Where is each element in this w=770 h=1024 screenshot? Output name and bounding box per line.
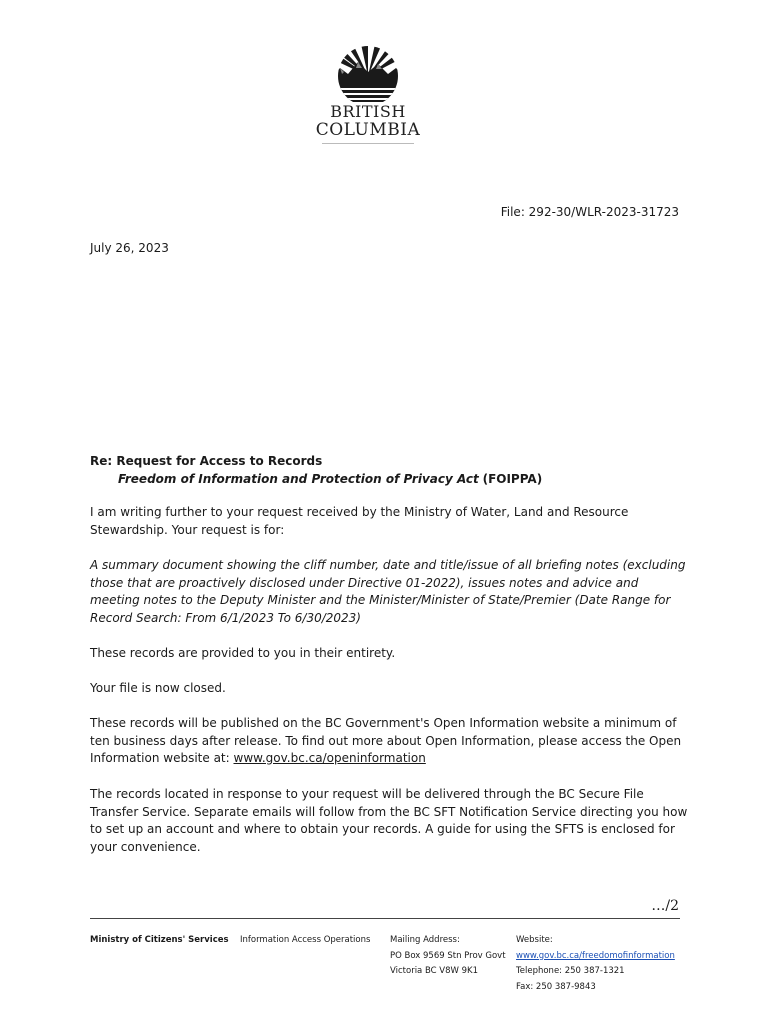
paragraph-sfts: The records located in response to your request will be delivered through the BC Secure File Transfer Service. Separate emails will follow from the BC SFT Notification Service directing you how to set up an account and where to obtain your records. A guide for using the SFTS is enclosed for your convenience. [90,787,688,854]
act-abbreviation: (FOIPPA) [482,472,543,486]
footer-telephone: Telephone: 250 387-1321 [516,966,625,976]
footer-mail-line2: Victoria BC V8W 9K1 [390,966,479,976]
bc-sun-mountains-icon [326,44,410,102]
footer-mail-label: Mailing Address: [390,935,460,945]
subject-line: Re: Request for Access to Records [90,454,323,468]
logo-rule [322,143,414,144]
subject-block [90,452,542,488]
paragraph-records-provided: These records are provided to you in their entirety. [90,646,396,660]
logo-text-columbia: COLUMBIA [315,120,421,140]
footer-fax: Fax: 250 387-9843 [516,981,596,992]
act-name: Freedom of Information and Protection of Privacy Act [118,472,479,486]
footer-ministry-name: Ministry of Citizens' Services [90,935,229,945]
footer-ministry [90,933,229,949]
footer-mailing-address [390,933,506,980]
paragraph-intro: I am writing further to your request received by the Ministry of Water, Land and Resource Stewardship. Your request is for: [90,505,629,537]
bc-logo [313,44,423,148]
logo-text-british: BRITISH [330,102,406,121]
file-reference: File: 292-30/WLR-2023-31723 [500,205,679,219]
paragraph-file-closed: Your file is now closed. [90,681,226,695]
footer-operations [240,933,370,949]
paragraph-request-description: A summary document showing the cliff number, date and title/issue of all briefing notes (excluding those that are proactively disclosed under Directive 01-2022), issues notes and advice and meeting notes to the Deputy Minister and the Minister/Minister of State/Premier (Date Range for Record Search: From 6/1/2023 To 6/30/2023) [90,558,686,625]
subject-act-line [90,470,542,488]
footer-divider [90,918,680,919]
footer-website-link[interactable]: www.gov.bc.ca/freedomofinformation [516,950,675,961]
letter-date: July 26, 2023 [90,241,169,255]
footer-contact [516,933,675,995]
open-information-link[interactable]: www.gov.bc.ca/openinformation [233,751,426,765]
page-continuation: …/2 [651,898,679,914]
footer-mail-line1: PO Box 9569 Stn Prov Govt [390,950,506,961]
open-information-text: These records will be published on the BC Government's Open Information website a minimum of ten business days after release. To find out more about Open Information, please access the Open Information website at: [90,716,682,765]
footer-web-label: Website: [516,935,553,945]
footer-operations-name: Information Access Operations [240,935,371,945]
paragraph-open-information [90,715,690,768]
